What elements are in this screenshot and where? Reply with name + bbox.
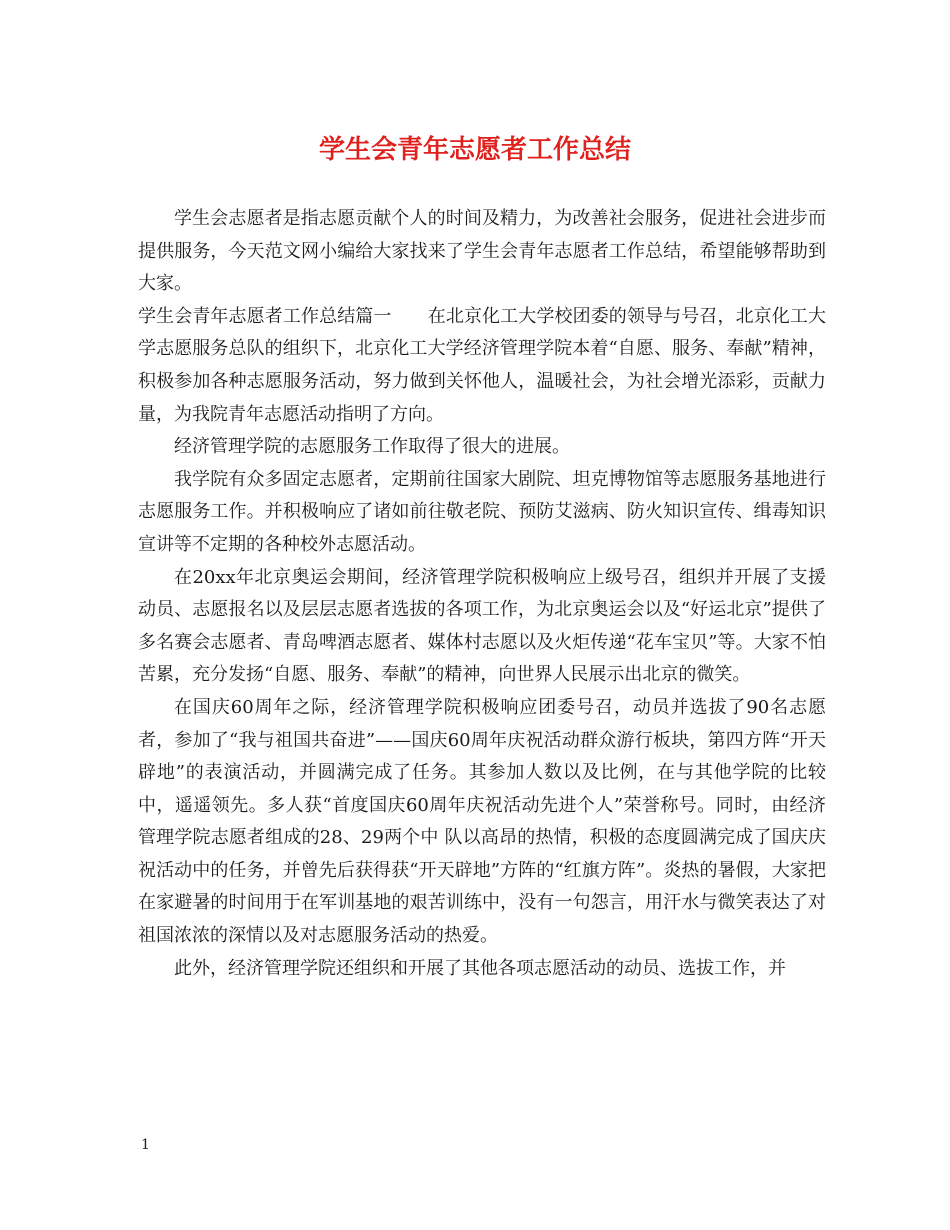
document-body [138,203,826,985]
paragraph-other-activities: 此外，经济管理学院还组织和开展了其他各项志愿活动的动员、选拔工作，并 [174,957,786,979]
paragraph-intro: 学生会志愿者是指志愿贡献个人的时间及精力，为改善社会服务，促进社会进步而提供服务，今天范文网小编给大家找来了学生会青年志愿者工作总结，希望能够帮助到大家。 [138,208,826,295]
paragraph-olympics: 在20xx年北京奥运会期间，经济管理学院积极响应上级号召，组织并开展了支援动员、志愿报名以及层层志愿者选拔的各项工作，为北京奥运会以及“好运北京”提供了多名赛会志愿者、青岛啤酒志愿者、媒体村志愿以及火炬传递“花车宝贝”等。大家不怕苦累，充分发扬“自愿、服务、奉献”的精神，向世界人民展示出北京的微笑。 [138,566,826,686]
paragraph-progress: 经济管理学院的志愿服务工作取得了很大的进展。 [174,436,570,458]
paragraph-section-one: 学生会青年志愿者工作总结篇一 在北京化工大学校团委的领导与号召，北京化工大学志愿服务总队的组织下，北京化工大学经济管理学院本着“自愿、服务、奉献”精神，积极参加各种志愿服务活动，努力做到关怀他人，温暖社会，为社会增光添彩，贡献力量，为我院青年志愿活动指明了方向。 [138,305,826,425]
paragraph-fixed-volunteers: 我学院有众多固定志愿者，定期前往国家大剧院、坦克博物馆等志愿服务基地进行志愿服务工作。并积极响应了诸如前往敬老院、预防艾滋病、防火知识宣传、缉毒知识宣讲等不定期的各种校外志愿活动。 [138,468,826,555]
page-number: 1 [141,1137,150,1153]
document-title: 学生会青年志愿者工作总结 [318,135,631,165]
paragraph-national-day: 在国庆60周年之际，经济管理学院积极响应团委号召，动员并选拔了90名志愿者，参加了“我与祖国共奋进”——国庆60周年庆祝活动群众游行板块，第四方阵“开天辟地”的表演活动，并圆满完成了任务。其参加人数以及比例，在与其他学院的比较中，遥遥领先。多人获“首度国庆60周年庆祝活动先进个人”荣誉称号。同时，由经济管理学院志愿者组成的28、29两个中 队以高昂的热情，积极的态度圆满完成了国庆庆祝活动中的任务，并曾先后获得获“开天辟地”方阵的“红旗方阵”。炎热的暑假，大家把在家避暑的时间用于在军训基地的艰苦训练中，没有一句怨言，用汗水与微笑表达了对祖国浓浓的深情以及对志愿服务活动的热爱。 [138,696,826,947]
